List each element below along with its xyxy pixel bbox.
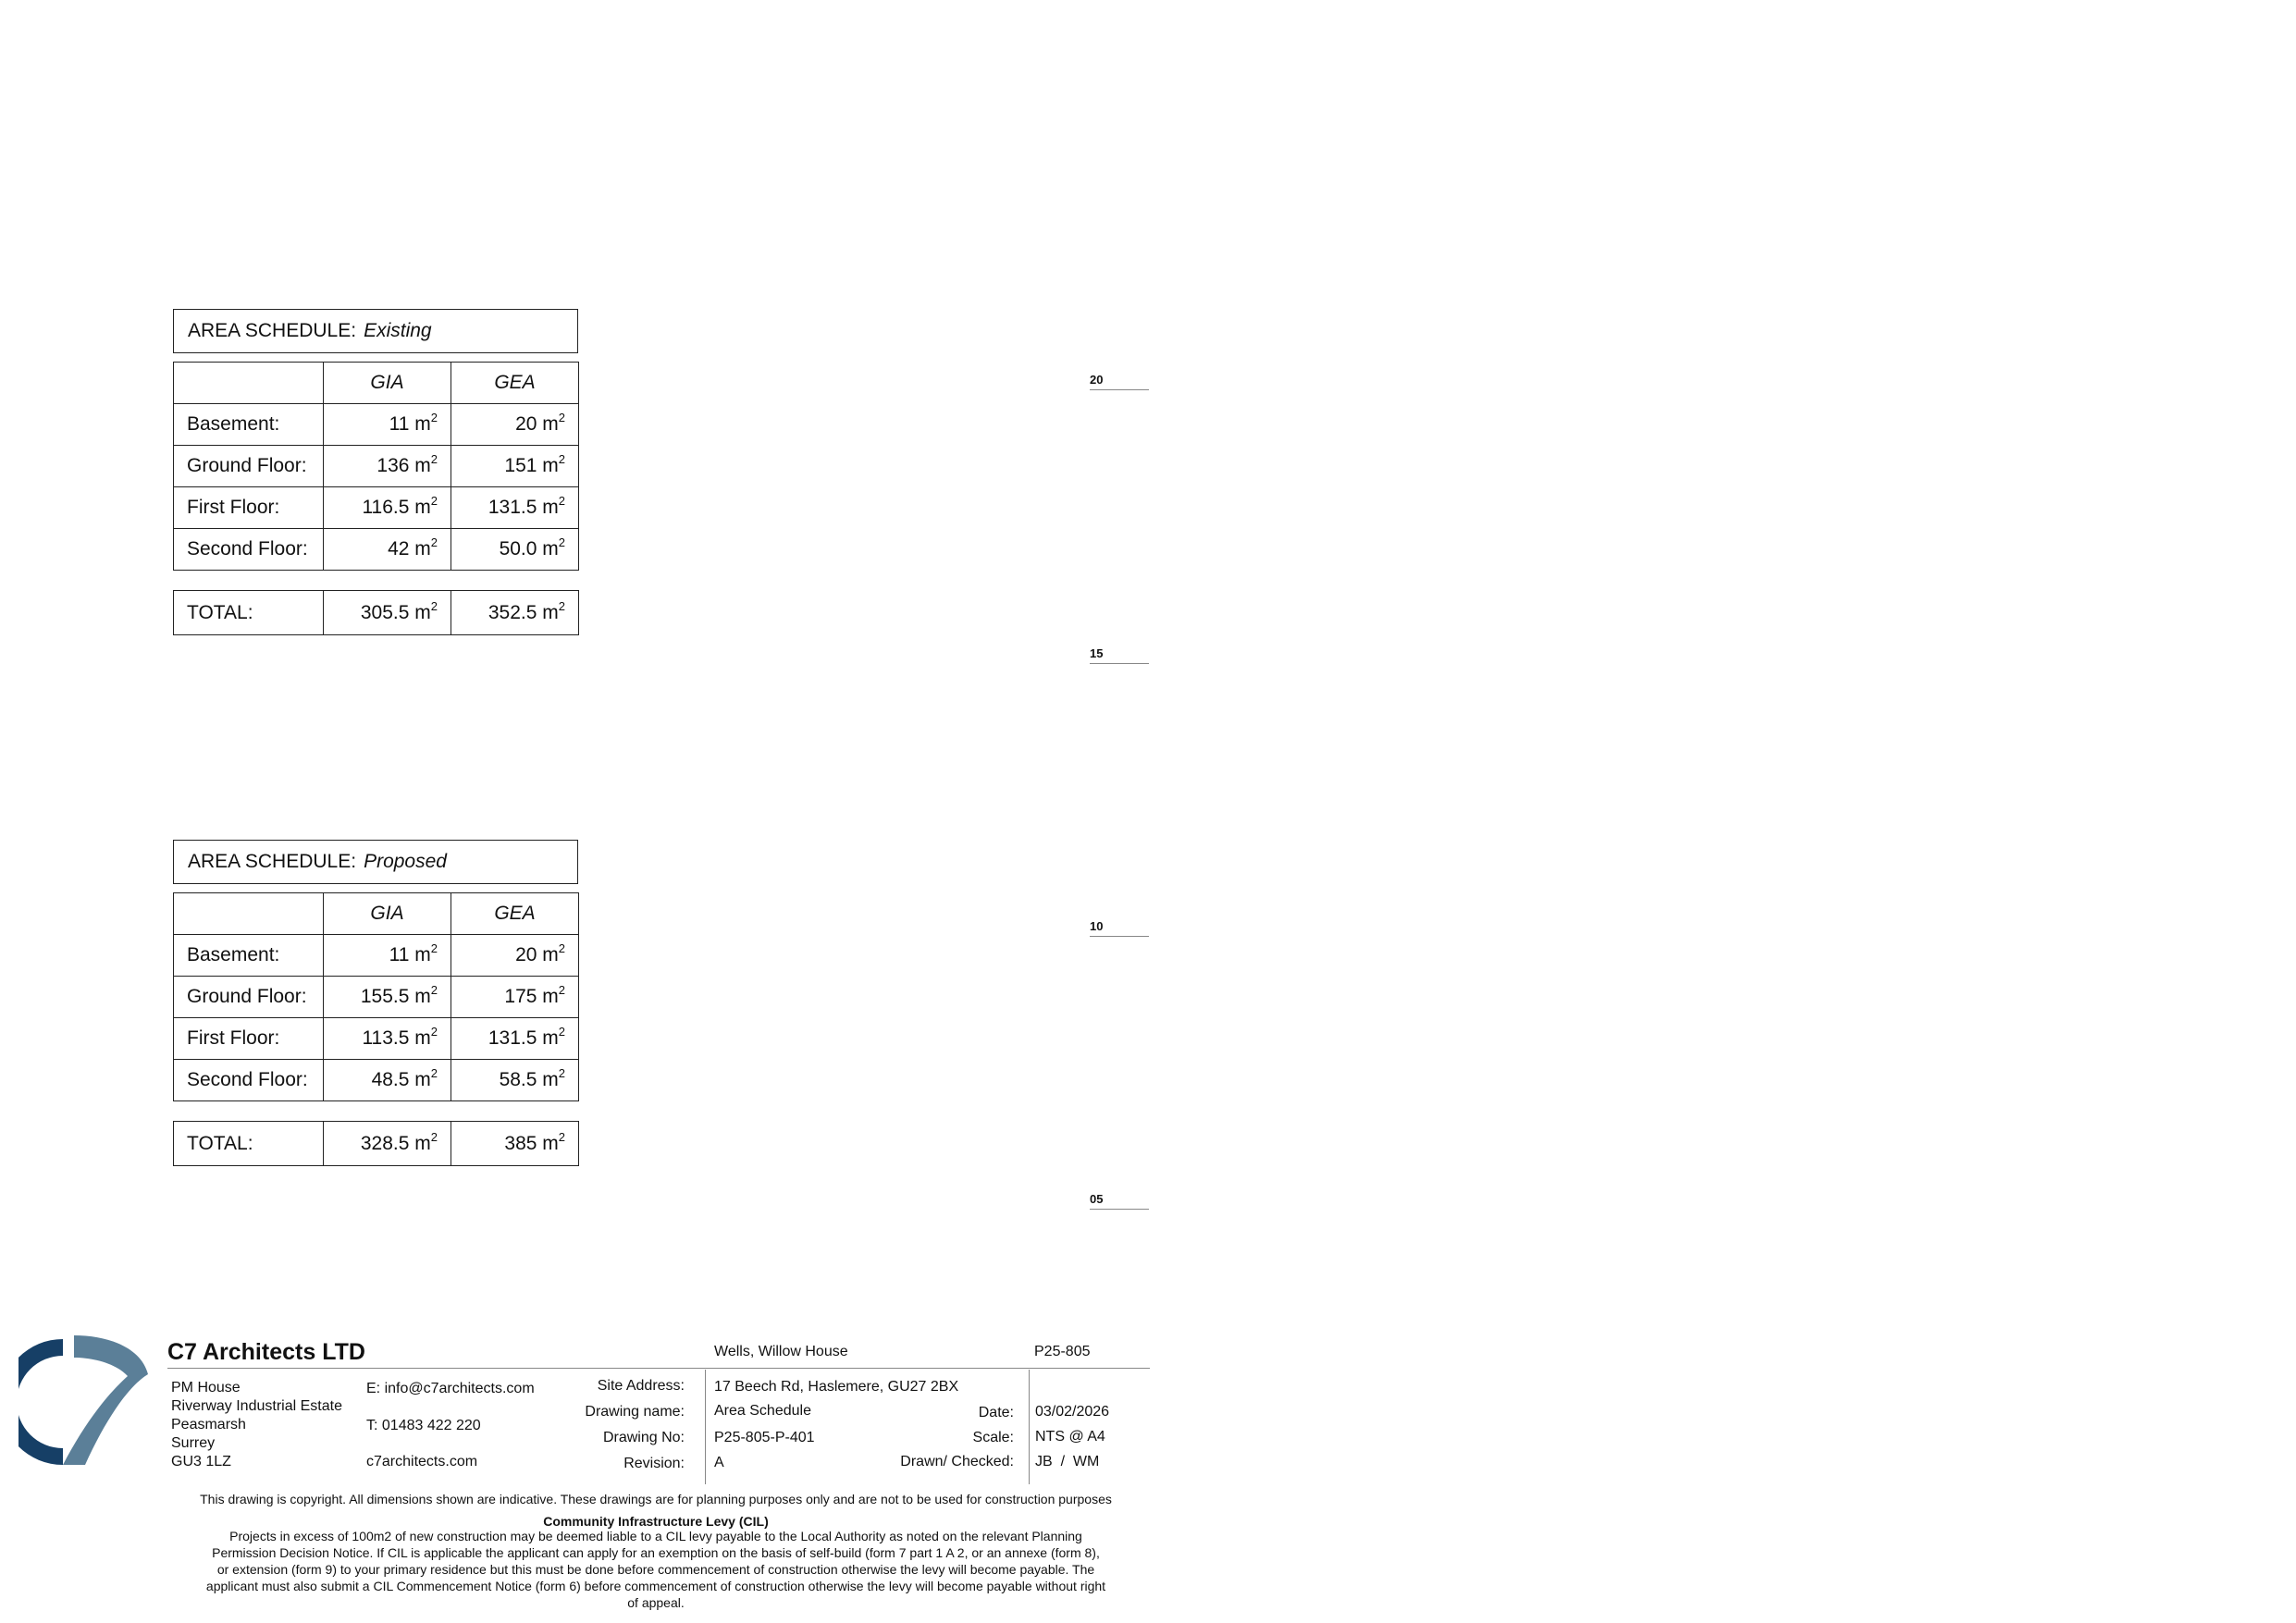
address-line: Peasmarsh xyxy=(171,1417,246,1432)
cil-line: or extension (form 9) to your primary residence but this must be done before commencement of construction otherwise the levy will become payable. The xyxy=(216,1562,1095,1577)
total-label: TOTAL: xyxy=(174,591,324,635)
table-row xyxy=(174,977,579,1018)
drawn-checked-label: Drawn/ Checked: xyxy=(900,1454,1014,1469)
revision-label: Revision: xyxy=(623,1456,685,1471)
gea-cell: 175 $m^2$ xyxy=(451,977,579,1018)
table-header-row xyxy=(174,893,579,935)
gia-header: GIA xyxy=(324,893,451,935)
project-name: Wells, Willow House xyxy=(714,1344,848,1359)
total-row xyxy=(174,1122,579,1166)
date-value: 03/02/2026 xyxy=(1035,1404,1110,1420)
gea-cell: 20 $m^2$ xyxy=(451,404,579,446)
gea-header: GEA xyxy=(451,893,579,935)
total-label: TOTAL: xyxy=(174,1122,324,1166)
cil-line: of appeal. xyxy=(627,1595,685,1610)
gia-cell: 11 $m^2$ xyxy=(324,404,451,446)
schedule-subtitle: Proposed xyxy=(364,851,447,872)
total-row xyxy=(174,591,579,635)
table-header-row xyxy=(174,363,579,404)
drawing-name-label: Drawing name: xyxy=(585,1404,685,1420)
date-label: Date: xyxy=(978,1405,1014,1420)
site-address-value: 17 Beech Rd, Haslemere, GU27 2BX xyxy=(714,1379,959,1395)
email-link[interactable]: E: info@c7architects.com xyxy=(366,1381,535,1396)
address-line: Riverway Industrial Estate xyxy=(171,1398,342,1414)
empty-header-cell xyxy=(174,893,324,935)
gea-cell: 151 $m^2$ xyxy=(451,446,579,487)
table-row xyxy=(174,487,579,529)
table-row xyxy=(174,446,579,487)
row-label: Second Floor: xyxy=(174,529,324,571)
row-label: Basement: xyxy=(174,935,324,977)
row-label: Second Floor: xyxy=(174,1060,324,1101)
gia-cell: 136 $m^2$ xyxy=(324,446,451,487)
revision-value: A xyxy=(714,1455,724,1470)
title-block-divider xyxy=(167,1368,1150,1369)
copyright-notice: This drawing is copyright. All dimensions shown are indicative. These drawings are for planning purposes only and are not to be used for construction purposes xyxy=(200,1492,1112,1506)
schedule-title-label: AREA SCHEDULE: xyxy=(188,320,357,341)
drawing-name-value: Area Schedule xyxy=(714,1403,811,1419)
scale-mark-05: 05 xyxy=(1090,1193,1149,1210)
cil-line: Permission Decision Notice. If CIL is applicable the applicant can apply for an exemption on the basis of self-build (form 7 part 1 A 2, or an annexe (form 8), xyxy=(212,1545,1100,1560)
gea-total: 385 $m^2$ xyxy=(451,1122,579,1166)
address-line: Surrey xyxy=(171,1435,216,1451)
row-label: Basement: xyxy=(174,404,324,446)
address-line: PM House xyxy=(171,1380,241,1396)
gea-cell: 58.5 $m^2$ xyxy=(451,1060,579,1101)
proposed-total-table xyxy=(173,1121,579,1166)
cil-notice xyxy=(165,1528,1147,1611)
gia-cell: 113.5 $m^2$ xyxy=(324,1018,451,1060)
gia-cell: 48.5 $m^2$ xyxy=(324,1060,451,1101)
company-name: C7 Architects LTD xyxy=(167,1339,365,1365)
gea-cell: 50.0 $m^2$ xyxy=(451,529,579,571)
drawing-no-label: Drawing No: xyxy=(602,1430,685,1445)
gia-header: GIA xyxy=(324,363,451,404)
gea-cell: 131.5 $m^2$ xyxy=(451,1018,579,1060)
project-number: P25-805 xyxy=(1034,1344,1091,1359)
gia-cell: 42 $m^2$ xyxy=(324,529,451,571)
gea-total: 352.5 $m^2$ xyxy=(451,591,579,635)
scale-mark-10: 10 xyxy=(1090,920,1149,937)
site-address-label: Site Address: xyxy=(597,1378,685,1394)
drawing-no-value: P25-805-P-401 xyxy=(714,1430,815,1445)
cil-line: Projects in excess of 100m2 of new construction may be deemed liable to a CIL levy payable to the Local Authority as noted on the relevant Planning xyxy=(229,1529,1082,1543)
cil-line: applicant must also submit a CIL Commencement Notice (form 6) before commencement of construction otherwise the levy will become payable without right xyxy=(205,1579,1106,1593)
schedule-subtitle: Existing xyxy=(364,320,432,341)
address-line: GU3 1LZ xyxy=(171,1454,231,1469)
row-label: Ground Floor: xyxy=(174,977,324,1018)
phone-number: T: 01483 422 220 xyxy=(366,1418,481,1433)
cil-heading: Community Infrastructure Levy (CIL) xyxy=(543,1514,769,1529)
table-row xyxy=(174,1060,579,1101)
empty-header-cell xyxy=(174,363,324,404)
existing-schedule-table xyxy=(173,362,579,571)
table-row xyxy=(174,529,579,571)
table-row xyxy=(174,935,579,977)
schedule-title-label: AREA SCHEDULE: xyxy=(188,851,357,872)
title-block-column-divider xyxy=(705,1370,706,1484)
gea-header: GEA xyxy=(451,363,579,404)
proposed-schedule-table xyxy=(173,892,579,1101)
c7-logo-icon xyxy=(19,1330,157,1473)
gia-cell: 11 $m^2$ xyxy=(324,935,451,977)
table-row xyxy=(174,1018,579,1060)
row-label: Ground Floor: xyxy=(174,446,324,487)
gea-cell: 131.5 $m^2$ xyxy=(451,487,579,529)
website-link[interactable]: c7architects.com xyxy=(366,1454,478,1469)
scale-value: NTS @ A4 xyxy=(1035,1429,1105,1445)
table-row xyxy=(174,404,579,446)
scale-label: Scale: xyxy=(972,1430,1014,1445)
gia-total: 305.5 $m^2$ xyxy=(324,591,451,635)
existing-schedule-title xyxy=(173,309,578,353)
row-label: First Floor: xyxy=(174,1018,324,1060)
gea-cell: 20 $m^2$ xyxy=(451,935,579,977)
proposed-schedule-title xyxy=(173,840,578,884)
scale-mark-15: 15 xyxy=(1090,647,1149,664)
scale-mark-20: 20 xyxy=(1090,374,1149,390)
gia-total: 328.5 $m^2$ xyxy=(324,1122,451,1166)
existing-total-table xyxy=(173,590,579,635)
gia-cell: 155.5 $m^2$ xyxy=(324,977,451,1018)
drawn-checked-value: JB / WM xyxy=(1035,1454,1100,1469)
title-block-column-divider xyxy=(1029,1370,1030,1484)
gia-cell: 116.5 $m^2$ xyxy=(324,487,451,529)
row-label: First Floor: xyxy=(174,487,324,529)
